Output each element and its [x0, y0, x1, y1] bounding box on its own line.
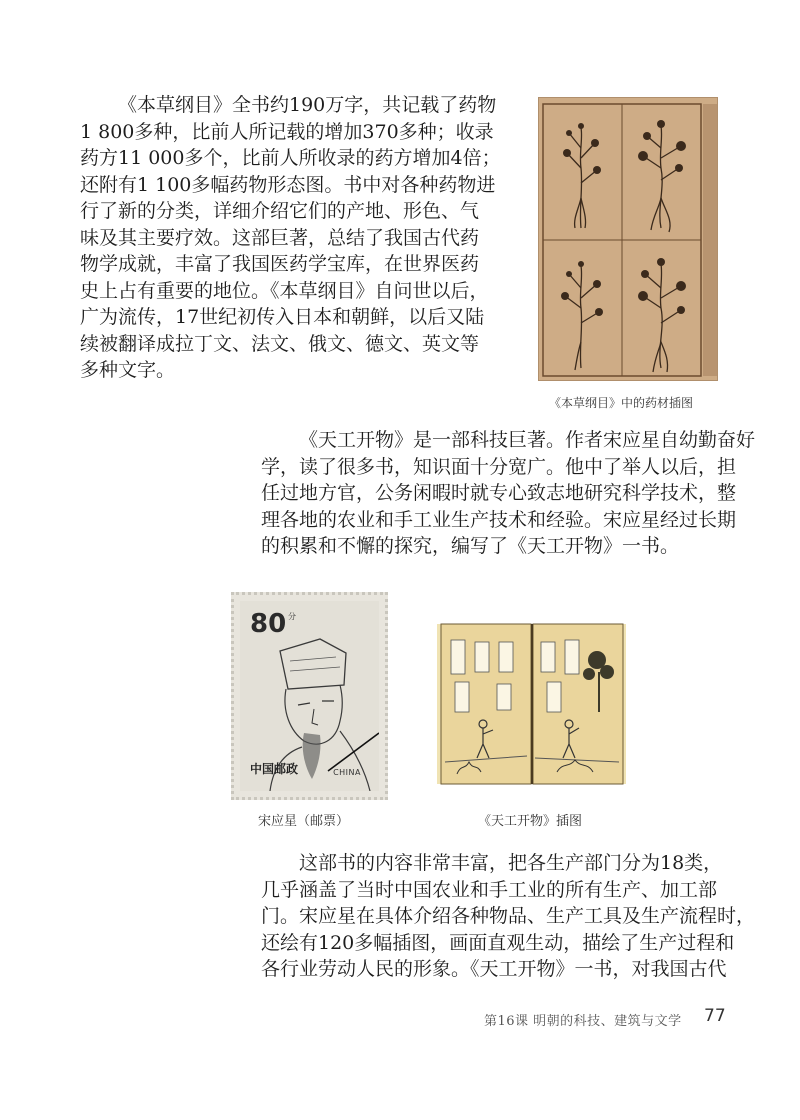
stamp-china-label: CHINA: [333, 768, 361, 777]
caption-bencao: 《本草纲目》中的药材插图: [549, 396, 694, 410]
text-line: 还附有1 100多幅药物形态图。书中对各种药物进: [80, 173, 496, 196]
text-line: 多种文字。: [80, 359, 176, 381]
text-line: 理各地的农业和手工业生产技术和经验。宋应星经过长期: [261, 508, 737, 531]
running-footer: 第16课 明朝的科技、建筑与文学: [484, 1014, 682, 1029]
bencao-illustration-drawing: [539, 98, 718, 381]
caption-tiangong: 《天工开物》插图: [478, 814, 583, 829]
text-line: 《天工开物》是一部科技巨著。作者宋应星自幼勤奋好: [299, 429, 756, 451]
stamp-denomination-unit: 分: [288, 612, 296, 621]
song-yingxing-stamp: [231, 592, 388, 800]
paragraph-tiangong-content: [261, 850, 755, 983]
text-line: 味及其主要疗效。这部巨著，总结了我国古代药: [80, 226, 480, 249]
text-line: 的积累和不懈的探究，编写了《天工开物》一书。: [261, 535, 680, 557]
text-line: 行了新的分类，详细介绍它们的产地、形色、气: [80, 200, 480, 222]
paragraph-bencao: [80, 92, 501, 384]
stamp-denomination: 80: [250, 609, 287, 639]
page-number: 77: [704, 1006, 726, 1026]
text-line: 史上占有重要的地位。《本草纲目》自问世以后，: [80, 279, 489, 302]
text-line: 续被翻译成拉丁文、法文、俄文、德文、英文等: [80, 332, 480, 355]
text-line: 几乎涵盖了当时中国农业和手工业的所有生产、加工部: [261, 878, 718, 901]
stamp-china-post: 中国邮政: [250, 762, 299, 776]
text-line: 药方11 000多个，比前人所收录的药方增加4倍；: [80, 147, 501, 169]
text-line: 各行业劳动人民的形象。《天工开物》一书，对我国古代: [261, 958, 727, 980]
text-line: 《本草纲目》全书约190万字，共记载了药物: [118, 94, 497, 116]
text-line: 任过地方官，公务闲暇时就专心致志地研究科学技术，整: [261, 482, 737, 504]
text-line: 广为流传，17世纪初传入日本和朝鲜，以后又陆: [80, 306, 485, 328]
tiangong-illustration-drawing: [437, 612, 626, 796]
text-line: 门。宋应星在具体介绍各种物品、生产工具及生产流程时，: [261, 905, 756, 927]
paragraph-tiangong: [261, 427, 755, 560]
text-line: 物学成就，丰富了我国医药学宝库，在世界医药: [80, 253, 480, 275]
tiangong-illustration: [437, 612, 626, 796]
text-line: 还绘有120多幅插图，画面直观生动，描绘了生产过程和: [261, 931, 735, 954]
caption-stamp: 宋应星（邮票）: [258, 814, 350, 829]
text-line: 1 800多种，比前人所记载的增加370多种；收录: [80, 120, 494, 143]
bencao-illustration: [538, 97, 718, 381]
text-line: 学，读了很多书，知识面十分宽广。他中了举人以后，担: [261, 455, 737, 478]
text-line: 这部书的内容非常丰富，把各生产部门分为18类，: [299, 852, 723, 874]
stamp-face: [240, 601, 379, 791]
